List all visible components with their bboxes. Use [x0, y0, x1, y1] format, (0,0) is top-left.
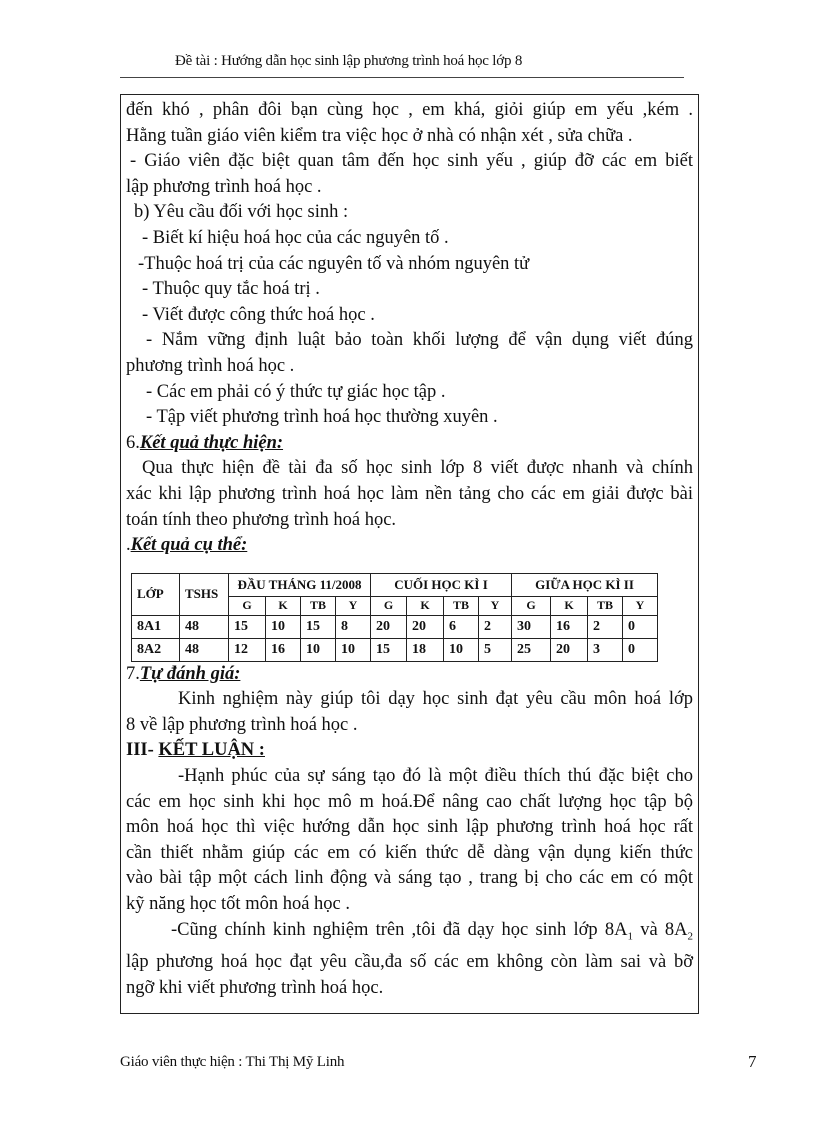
- paragraph-line: đến khó , phân đôi bạn cùng học , em khá, giỏi giúp em yếu ,kém .: [126, 100, 693, 120]
- paragraph-line: môn hoá học thì việc hướng dẫn học sinh lập phương trình hoá học rất: [126, 817, 693, 838]
- subheader-cell: G: [371, 596, 407, 615]
- cell-value: 18: [407, 638, 444, 661]
- paragraph-line: các em học sinh khi học mô m hoá.Để nâng cao chất lượng học tập bộ: [126, 791, 693, 812]
- cell-value: 15: [301, 615, 336, 638]
- list-item: - Viết được công thức hoá học .: [142, 304, 375, 325]
- subscript: 1: [627, 930, 633, 943]
- content-frame: [120, 94, 699, 1014]
- cell-total: 48: [180, 615, 229, 638]
- subheader-cell: K: [266, 596, 301, 615]
- list-item: - Thuộc quy tắc hoá trị .: [142, 279, 320, 300]
- cell-value: 6: [444, 615, 479, 638]
- cell-value: 20: [407, 615, 444, 638]
- section-7-title: Tự đánh giá:: [139, 663, 241, 684]
- paragraph-line: lập phương hoá học đạt yêu cầu,đa số các em không còn làm sai và bỡ: [126, 951, 693, 972]
- section-6-title: Kết quả thực hiện:: [139, 432, 284, 453]
- paragraph-line: phương trình hoá học .: [126, 355, 295, 376]
- paragraph-line: - Giáo viên đặc biệt quan tâm đến học sinh yếu , giúp đỡ các em biết: [130, 151, 693, 172]
- paragraph-line: lập phương trình hoá học .: [126, 176, 322, 197]
- table-row: [132, 638, 658, 661]
- subheader-cell: K: [407, 596, 444, 615]
- paragraph-line: Hằng tuần giáo viên kiểm tra việc học ở nhà có nhận xét , sửa chữa .: [126, 125, 633, 146]
- cell-value: 3: [588, 638, 623, 661]
- cell-value: 5: [479, 638, 512, 661]
- paragraph-line: Kinh nghiệm này giúp tôi dạy học sinh đạt yêu cầu môn hoá lớp: [178, 689, 693, 710]
- list-item: - Tập viết phương trình hoá học thường xuyên .: [146, 407, 498, 428]
- paragraph-line: xác khi lập phương trình hoá học làm nền tảng cho các em giải được bài: [126, 483, 693, 504]
- cell-value: 0: [623, 615, 658, 638]
- cell-value: 16: [551, 615, 588, 638]
- cell-value: 15: [371, 638, 407, 661]
- paragraph-line: kỹ năng học tốt môn hoá học .: [126, 894, 351, 915]
- paragraph-line: ngỡ khi viết phương trình hoá học.: [126, 977, 384, 998]
- section-3-title: KẾT LUẬN :: [158, 740, 265, 761]
- subheader-cell: Y: [336, 596, 371, 615]
- subheader-cell: G: [229, 596, 266, 615]
- results-title: Kết quả cụ thể:: [130, 535, 248, 556]
- subheader-cell: TB: [444, 596, 479, 615]
- cell-value: 8: [336, 615, 371, 638]
- cell-value: 10: [444, 638, 479, 661]
- paragraph-line: 8 về lập phương trình hoá học .: [126, 714, 358, 735]
- cell-value: 12: [229, 638, 266, 661]
- page-number: 7: [748, 1052, 757, 1071]
- cell-value: 20: [371, 615, 407, 638]
- section-7-heading: [126, 662, 693, 688]
- section-3-heading: [126, 738, 693, 764]
- results-table: [131, 573, 658, 662]
- subheader-cell: Y: [479, 596, 512, 615]
- cell-value: 0: [623, 638, 658, 661]
- paragraph-line: toán tính theo phương trình hoá học.: [126, 509, 397, 530]
- subsection-b-heading: b) Yêu cầu đối với học sinh :: [134, 202, 349, 223]
- results-heading: [126, 533, 693, 559]
- paragraph-line: [126, 918, 693, 950]
- paragraph-line: vào bài tập một cách linh động và sáng tạo , trang bị cho các em có một: [126, 868, 693, 889]
- list-item: - Biết kí hiệu hoá học của các nguyên tố .: [142, 227, 449, 248]
- list-item: -Thuộc hoá trị của các nguyên tố và nhóm nguyên tử: [138, 253, 530, 274]
- subheader-cell: Y: [623, 596, 658, 615]
- footer-author: Giáo viên thực hiện : Thi Thị Mỹ Linh: [120, 1054, 345, 1070]
- cell-value: 20: [551, 638, 588, 661]
- cell-value: 10: [301, 638, 336, 661]
- paragraph-line: Qua thực hiện đề tài đa số học sinh lớp 8 viết được nhanh và chính: [142, 458, 693, 479]
- content-body: [126, 98, 693, 1001]
- paragraph-line: cần thiết nhằm giúp các em có kiến thức dễ dàng vận dụng kiến thức: [126, 842, 693, 863]
- table-header-row: [132, 573, 658, 596]
- results-prefix: .: [126, 535, 131, 556]
- cell-class: 8A2: [132, 638, 180, 661]
- header-group: CUỐI HỌC KÌ I: [371, 573, 512, 596]
- subheader-cell: TB: [301, 596, 336, 615]
- subheader-cell: TB: [588, 596, 623, 615]
- subscript: 2: [687, 930, 693, 943]
- cell-value: 2: [479, 615, 512, 638]
- cell-value: 10: [336, 638, 371, 661]
- cell-total: 48: [180, 638, 229, 661]
- cell-value: 30: [512, 615, 551, 638]
- list-item: - Các em phải có ý thức tự giác học tập .: [146, 381, 446, 402]
- section-6-number: 6.: [126, 432, 140, 453]
- conclusion-text: và 8A: [633, 919, 688, 940]
- list-item: - Nắm vững định luật bảo toàn khối lượng để vận dụng viết đúng: [146, 330, 693, 351]
- section-3-prefix: III-: [126, 740, 159, 761]
- header-total: TSHS: [180, 573, 229, 615]
- cell-value: 2: [588, 615, 623, 638]
- cell-value: 15: [229, 615, 266, 638]
- cell-value: 25: [512, 638, 551, 661]
- subheader-cell: K: [551, 596, 588, 615]
- header-group: GIỮA HỌC KÌ II: [512, 573, 658, 596]
- header-rule: [120, 77, 684, 78]
- table-row: [132, 615, 658, 638]
- header-group: ĐẦU THÁNG 11/2008: [229, 573, 371, 596]
- section-7-number: 7.: [126, 663, 140, 684]
- cell-value: 16: [266, 638, 301, 661]
- cell-class: 8A1: [132, 615, 180, 638]
- cell-value: 10: [266, 615, 301, 638]
- page-header-title: Đề tài : Hướng dẫn học sinh lập phương trình hoá học lớp 8: [175, 53, 523, 69]
- section-6-heading: [126, 431, 693, 457]
- paragraph-line: -Hạnh phúc của sự sáng tạo đó là một điều thích thú đặc biệt cho: [178, 766, 693, 787]
- subheader-cell: G: [512, 596, 551, 615]
- conclusion-text: -Cũng chính kinh nghiệm trên ,tôi đã dạy học sinh lớp 8A: [171, 919, 628, 940]
- header-class: LỚP: [132, 573, 180, 615]
